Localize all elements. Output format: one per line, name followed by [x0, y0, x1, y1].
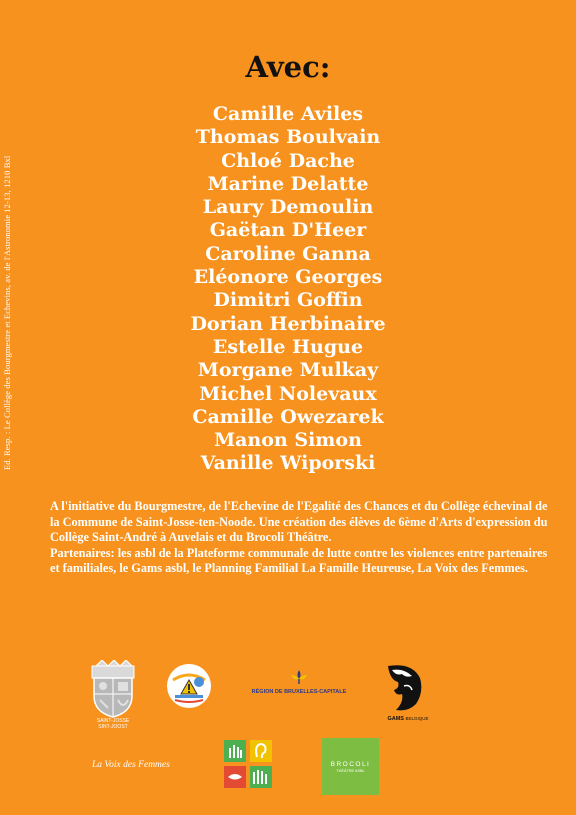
- saint-josse-logo: [88, 660, 138, 736]
- triangle-warning-badge-icon: [167, 664, 211, 708]
- cast-name: Gaëtan D'Heer: [209, 219, 367, 242]
- voix-des-femmes-logo: La Voix des Femmes: [92, 760, 170, 770]
- gams-name: GAMS: [387, 716, 404, 722]
- cast-name: Michel Nolevaux: [199, 382, 377, 405]
- gams-label: [382, 716, 434, 722]
- hands-ear-mouth-logo: [224, 740, 272, 788]
- cast-name: Thomas Boulvain: [195, 126, 381, 149]
- cast-name: Chloé Dache: [221, 149, 355, 172]
- brocoli-title: BROCOLI: [330, 761, 371, 768]
- triangle-warning-badge-logo: [167, 664, 211, 708]
- cast-name: Camille Owezarek: [192, 405, 384, 428]
- cast-name: Eléonore Georges: [193, 266, 383, 289]
- cast-name: Marine Delatte: [207, 172, 369, 195]
- coat-of-arms-icon: [88, 660, 138, 718]
- partners-paragraph: Partenaires: les asbl de la Plateforme communale de lutte contre les violences entre partenaires et familiales, le Gams asbl, le Planning Familial La Famille Heureuse, La Voix des Femmes.: [50, 545, 548, 575]
- brussels-region-logo: [244, 669, 354, 699]
- responsible-editor-note: Ed. Resp. : Le Collège des Bourgmestre et Echevins, av. de l'Astronomie 12-13, 1210 Bxl: [2, 155, 12, 470]
- cast-name: Dimitri Goffin: [213, 289, 363, 312]
- cast-name: Dorian Herbinaire: [190, 312, 386, 335]
- gams-logo: [382, 664, 434, 722]
- gams-country: BELGIQUE: [405, 716, 429, 721]
- initiative-paragraph: A l'initiative du Bourgmestre, de l'Echevine de l'Egalité des Chances et du Collège échevinal de la Commune de Saint-Josse-ten-Noode. Une création des élèves de 6ème d'Arts d'expression du Collège Saint-André à Auvelais et du Brocoli Théâtre.: [50, 499, 548, 544]
- brocoli-theatre-logo: [322, 738, 379, 795]
- brocoli-subtitle: THÉÂTRE ASBL: [336, 769, 365, 773]
- page-heading: Avec:: [245, 50, 331, 84]
- cast-name: Vanille Wiporski: [200, 452, 376, 475]
- cast-name: Laury Demoulin: [202, 196, 374, 219]
- region-label: RÉGION DE BRUXELLES-CAPITALE: [251, 689, 347, 695]
- cast-name: Manon Simon: [214, 429, 362, 452]
- hands-ear-mouth-icon: [224, 740, 272, 788]
- saint-josse-line2: SINT-JOOST: [98, 724, 128, 730]
- saint-josse-line1: SAINT-JOSSE: [96, 718, 130, 724]
- cast-name: Estelle Hugue: [212, 335, 364, 358]
- cast-list: [0, 103, 576, 476]
- cast-name: Camille Aviles: [212, 103, 364, 125]
- cast-name: Morgane Mulkay: [197, 359, 379, 382]
- iris-icon: [290, 669, 308, 685]
- cast-name: Caroline Ganna: [205, 242, 371, 265]
- credits-text: [50, 499, 550, 577]
- face-profile-icon: [382, 664, 426, 712]
